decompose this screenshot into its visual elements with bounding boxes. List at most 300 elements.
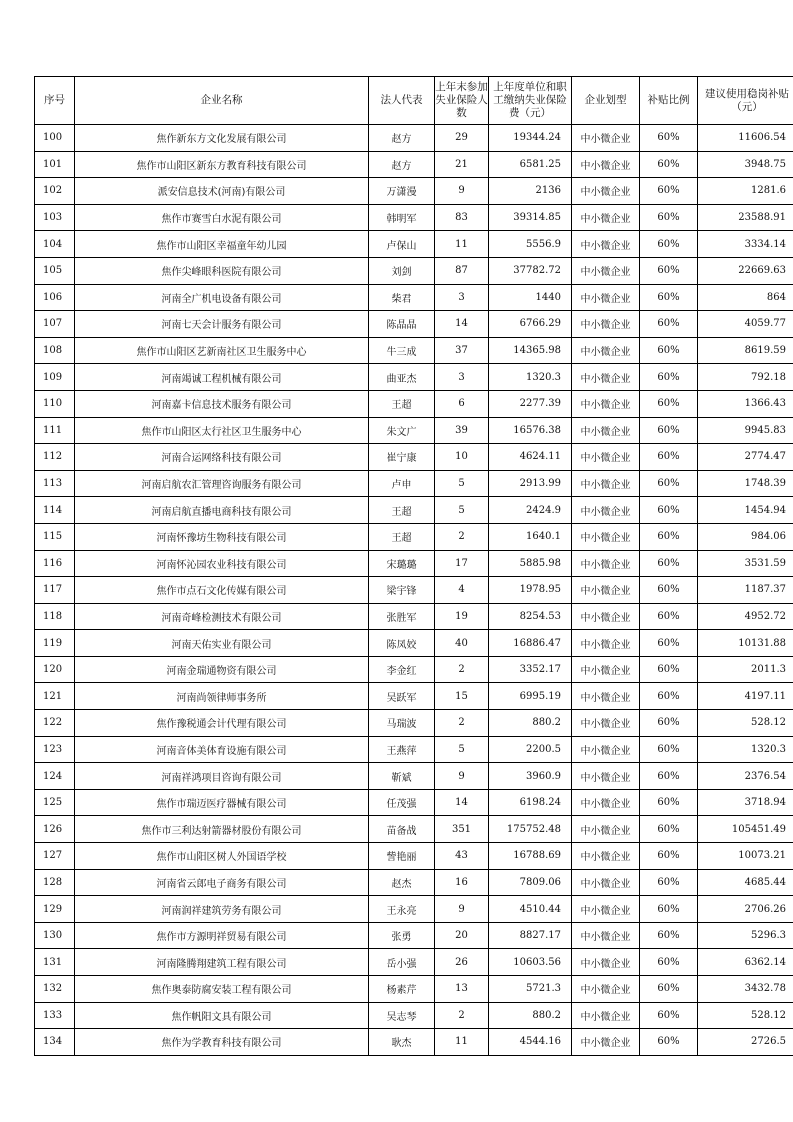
cell-enterprise-type: 中小微企业 xyxy=(572,444,640,471)
cell-subsidy-ratio: 60% xyxy=(640,497,698,524)
cell-suggested-subsidy: 10073.21 xyxy=(698,843,793,870)
cell-company-name: 河南合运网络科技有限公司 xyxy=(75,444,369,471)
cell-insured-count: 9 xyxy=(435,763,489,790)
cell-legal-rep: 王超 xyxy=(369,523,435,550)
cell-index: 109 xyxy=(35,364,75,391)
cell-enterprise-type: 中小微企业 xyxy=(572,763,640,790)
cell-suggested-subsidy: 5296.3 xyxy=(698,922,793,949)
cell-enterprise-type: 中小微企业 xyxy=(572,710,640,737)
cell-index: 117 xyxy=(35,577,75,604)
cell-subsidy-ratio: 60% xyxy=(640,630,698,657)
cell-insurance-paid: 3960.9 xyxy=(489,763,572,790)
table-row xyxy=(35,922,793,949)
cell-legal-rep: 刘剑 xyxy=(369,257,435,284)
cell-subsidy-ratio: 60% xyxy=(640,470,698,497)
cell-index: 111 xyxy=(35,417,75,444)
cell-enterprise-type: 中小微企业 xyxy=(572,204,640,231)
cell-subsidy-ratio: 60% xyxy=(640,311,698,338)
table-row xyxy=(35,178,793,205)
cell-subsidy-ratio: 60% xyxy=(640,816,698,843)
cell-company-name: 河南启航农汇管理咨询服务有限公司 xyxy=(75,470,369,497)
cell-index: 116 xyxy=(35,550,75,577)
cell-company-name: 河南启航直播电商科技有限公司 xyxy=(75,497,369,524)
cell-suggested-subsidy: 864 xyxy=(698,284,793,311)
cell-subsidy-ratio: 60% xyxy=(640,922,698,949)
cell-insured-count: 3 xyxy=(435,284,489,311)
cell-insurance-paid: 16576.38 xyxy=(489,417,572,444)
cell-insurance-paid: 5721.3 xyxy=(489,976,572,1003)
cell-legal-rep: 靳斌 xyxy=(369,763,435,790)
cell-legal-rep: 王超 xyxy=(369,390,435,417)
cell-insured-count: 87 xyxy=(435,257,489,284)
cell-enterprise-type: 中小微企业 xyxy=(572,656,640,683)
cell-suggested-subsidy: 105451.49 xyxy=(698,816,793,843)
table-row xyxy=(35,603,793,630)
cell-insured-count: 14 xyxy=(435,789,489,816)
header-cell-insurance-paid: 上年度单位和职工缴纳失业保险费（元） xyxy=(489,77,572,125)
table-row xyxy=(35,523,793,550)
cell-company-name: 河南奇峰检测技术有限公司 xyxy=(75,603,369,630)
table-row xyxy=(35,1002,793,1029)
cell-enterprise-type: 中小微企业 xyxy=(572,949,640,976)
cell-index: 128 xyxy=(35,869,75,896)
cell-insurance-paid: 1978.95 xyxy=(489,577,572,604)
cell-index: 118 xyxy=(35,603,75,630)
table-row xyxy=(35,337,793,364)
cell-index: 107 xyxy=(35,311,75,338)
cell-enterprise-type: 中小微企业 xyxy=(572,816,640,843)
cell-suggested-subsidy: 2376.54 xyxy=(698,763,793,790)
cell-subsidy-ratio: 60% xyxy=(640,603,698,630)
cell-enterprise-type: 中小微企业 xyxy=(572,125,640,152)
cell-suggested-subsidy: 4059.77 xyxy=(698,311,793,338)
cell-suggested-subsidy: 528.12 xyxy=(698,1002,793,1029)
cell-subsidy-ratio: 60% xyxy=(640,284,698,311)
cell-legal-rep: 赵方 xyxy=(369,151,435,178)
cell-insurance-paid: 6995.19 xyxy=(489,683,572,710)
cell-company-name: 焦作市山阳区艺新南社区卫生服务中心 xyxy=(75,337,369,364)
cell-enterprise-type: 中小微企业 xyxy=(572,231,640,258)
cell-suggested-subsidy: 2774.47 xyxy=(698,444,793,471)
table-row xyxy=(35,577,793,604)
cell-insurance-paid: 4544.16 xyxy=(489,1029,572,1056)
cell-subsidy-ratio: 60% xyxy=(640,683,698,710)
cell-legal-rep: 卢保山 xyxy=(369,231,435,258)
cell-insured-count: 15 xyxy=(435,683,489,710)
cell-insurance-paid: 39314.85 xyxy=(489,204,572,231)
table-row xyxy=(35,550,793,577)
cell-suggested-subsidy: 1366.43 xyxy=(698,390,793,417)
cell-suggested-subsidy: 792.18 xyxy=(698,364,793,391)
cell-insurance-paid: 16886.47 xyxy=(489,630,572,657)
cell-enterprise-type: 中小微企业 xyxy=(572,922,640,949)
cell-insurance-paid: 2200.5 xyxy=(489,736,572,763)
header-cell-legal-rep: 法人代表 xyxy=(369,77,435,125)
table-row xyxy=(35,949,793,976)
table-row xyxy=(35,976,793,1003)
cell-index: 133 xyxy=(35,1002,75,1029)
cell-subsidy-ratio: 60% xyxy=(640,763,698,790)
subsidy-table xyxy=(34,76,793,1056)
table-row xyxy=(35,151,793,178)
cell-insured-count: 29 xyxy=(435,125,489,152)
cell-company-name: 河南七天会计服务有限公司 xyxy=(75,311,369,338)
cell-subsidy-ratio: 60% xyxy=(640,656,698,683)
cell-legal-rep: 王永亮 xyxy=(369,896,435,923)
cell-enterprise-type: 中小微企业 xyxy=(572,311,640,338)
cell-company-name: 河南天佑实业有限公司 xyxy=(75,630,369,657)
cell-legal-rep: 张勇 xyxy=(369,922,435,949)
cell-insured-count: 10 xyxy=(435,444,489,471)
cell-company-name: 焦作新东方文化发展有限公司 xyxy=(75,125,369,152)
cell-insured-count: 11 xyxy=(435,231,489,258)
table-row xyxy=(35,231,793,258)
cell-index: 100 xyxy=(35,125,75,152)
cell-company-name: 焦作市三利达射箭器材股份有限公司 xyxy=(75,816,369,843)
cell-index: 105 xyxy=(35,257,75,284)
cell-enterprise-type: 中小微企业 xyxy=(572,843,640,870)
cell-legal-rep: 赵方 xyxy=(369,125,435,152)
cell-company-name: 河南省云郎电子商务有限公司 xyxy=(75,869,369,896)
table-row xyxy=(35,710,793,737)
cell-insurance-paid: 16788.69 xyxy=(489,843,572,870)
cell-enterprise-type: 中小微企业 xyxy=(572,151,640,178)
cell-legal-rep: 岳小强 xyxy=(369,949,435,976)
cell-subsidy-ratio: 60% xyxy=(640,843,698,870)
cell-insured-count: 20 xyxy=(435,922,489,949)
cell-enterprise-type: 中小微企业 xyxy=(572,603,640,630)
cell-index: 103 xyxy=(35,204,75,231)
cell-insurance-paid: 14365.98 xyxy=(489,337,572,364)
cell-insured-count: 11 xyxy=(435,1029,489,1056)
cell-company-name: 焦作市赛雪白水泥有限公司 xyxy=(75,204,369,231)
table-row xyxy=(35,683,793,710)
table-row xyxy=(35,843,793,870)
cell-suggested-subsidy: 11606.54 xyxy=(698,125,793,152)
cell-subsidy-ratio: 60% xyxy=(640,789,698,816)
cell-insurance-paid: 10603.56 xyxy=(489,949,572,976)
cell-company-name: 河南嘉卡信息技术服务有限公司 xyxy=(75,390,369,417)
cell-insured-count: 19 xyxy=(435,603,489,630)
cell-company-name: 河南音体美体育设施有限公司 xyxy=(75,736,369,763)
cell-enterprise-type: 中小微企业 xyxy=(572,736,640,763)
cell-enterprise-type: 中小微企业 xyxy=(572,550,640,577)
cell-legal-rep: 崔宁康 xyxy=(369,444,435,471)
cell-legal-rep: 訾艳丽 xyxy=(369,843,435,870)
cell-company-name: 焦作市方源明祥贸易有限公司 xyxy=(75,922,369,949)
header-cell-company-name: 企业名称 xyxy=(75,77,369,125)
cell-legal-rep: 陈凤姣 xyxy=(369,630,435,657)
cell-subsidy-ratio: 60% xyxy=(640,976,698,1003)
cell-index: 130 xyxy=(35,922,75,949)
cell-company-name: 焦作市山阳区树人外国语学校 xyxy=(75,843,369,870)
cell-insured-count: 2 xyxy=(435,1002,489,1029)
cell-insured-count: 26 xyxy=(435,949,489,976)
table-body xyxy=(35,125,793,1056)
cell-enterprise-type: 中小微企业 xyxy=(572,630,640,657)
cell-company-name: 焦作市点石文化传媒有限公司 xyxy=(75,577,369,604)
cell-subsidy-ratio: 60% xyxy=(640,869,698,896)
cell-subsidy-ratio: 60% xyxy=(640,550,698,577)
cell-index: 123 xyxy=(35,736,75,763)
table-row xyxy=(35,204,793,231)
cell-index: 119 xyxy=(35,630,75,657)
cell-company-name: 焦作奥泰防腐安装工程有限公司 xyxy=(75,976,369,1003)
cell-insurance-paid: 19344.24 xyxy=(489,125,572,152)
cell-legal-rep: 陈晶晶 xyxy=(369,311,435,338)
cell-legal-rep: 耿杰 xyxy=(369,1029,435,1056)
cell-insurance-paid: 3352.17 xyxy=(489,656,572,683)
cell-enterprise-type: 中小微企业 xyxy=(572,417,640,444)
cell-subsidy-ratio: 60% xyxy=(640,710,698,737)
cell-subsidy-ratio: 60% xyxy=(640,523,698,550)
cell-insurance-paid: 2136 xyxy=(489,178,572,205)
cell-legal-rep: 曲亚杰 xyxy=(369,364,435,391)
cell-suggested-subsidy: 22669.63 xyxy=(698,257,793,284)
cell-enterprise-type: 中小微企业 xyxy=(572,364,640,391)
cell-legal-rep: 卢申 xyxy=(369,470,435,497)
cell-enterprise-type: 中小微企业 xyxy=(572,1002,640,1029)
cell-company-name: 河南润祥建筑劳务有限公司 xyxy=(75,896,369,923)
cell-insured-count: 2 xyxy=(435,710,489,737)
cell-index: 127 xyxy=(35,843,75,870)
cell-insured-count: 3 xyxy=(435,364,489,391)
cell-legal-rep: 王燕萍 xyxy=(369,736,435,763)
header-cell-enterprise-type: 企业划型 xyxy=(572,77,640,125)
cell-insured-count: 9 xyxy=(435,896,489,923)
cell-enterprise-type: 中小微企业 xyxy=(572,523,640,550)
cell-subsidy-ratio: 60% xyxy=(640,390,698,417)
cell-insurance-paid: 8254.53 xyxy=(489,603,572,630)
cell-insurance-paid: 5885.98 xyxy=(489,550,572,577)
cell-suggested-subsidy: 3432.78 xyxy=(698,976,793,1003)
cell-index: 112 xyxy=(35,444,75,471)
cell-enterprise-type: 中小微企业 xyxy=(572,683,640,710)
cell-suggested-subsidy: 8619.59 xyxy=(698,337,793,364)
cell-insurance-paid: 6581.25 xyxy=(489,151,572,178)
table-row xyxy=(35,444,793,471)
cell-suggested-subsidy: 2726.5 xyxy=(698,1029,793,1056)
table-row xyxy=(35,470,793,497)
cell-insured-count: 13 xyxy=(435,976,489,1003)
cell-suggested-subsidy: 3334.14 xyxy=(698,231,793,258)
cell-legal-rep: 牛三成 xyxy=(369,337,435,364)
cell-index: 108 xyxy=(35,337,75,364)
table-row xyxy=(35,896,793,923)
cell-legal-rep: 梁宇锋 xyxy=(369,577,435,604)
cell-insurance-paid: 4624.11 xyxy=(489,444,572,471)
cell-insured-count: 2 xyxy=(435,656,489,683)
cell-insured-count: 17 xyxy=(435,550,489,577)
cell-company-name: 焦作市瑞迈医疗器械有限公司 xyxy=(75,789,369,816)
cell-insurance-paid: 175752.48 xyxy=(489,816,572,843)
cell-insurance-paid: 880.2 xyxy=(489,710,572,737)
cell-suggested-subsidy: 1281.6 xyxy=(698,178,793,205)
cell-company-name: 焦作市山阳区太行社区卫生服务中心 xyxy=(75,417,369,444)
cell-suggested-subsidy: 3531.59 xyxy=(698,550,793,577)
cell-company-name: 河南祥鸿项目咨询有限公司 xyxy=(75,763,369,790)
cell-index: 121 xyxy=(35,683,75,710)
cell-index: 131 xyxy=(35,949,75,976)
header-row xyxy=(35,77,793,125)
cell-suggested-subsidy: 1748.39 xyxy=(698,470,793,497)
cell-insurance-paid: 6766.29 xyxy=(489,311,572,338)
cell-subsidy-ratio: 60% xyxy=(640,577,698,604)
cell-enterprise-type: 中小微企业 xyxy=(572,896,640,923)
cell-company-name: 焦作市山阳区幸福童年幼儿园 xyxy=(75,231,369,258)
cell-subsidy-ratio: 60% xyxy=(640,1002,698,1029)
cell-suggested-subsidy: 2706.26 xyxy=(698,896,793,923)
cell-index: 134 xyxy=(35,1029,75,1056)
cell-enterprise-type: 中小微企业 xyxy=(572,178,640,205)
cell-insurance-paid: 6198.24 xyxy=(489,789,572,816)
cell-subsidy-ratio: 60% xyxy=(640,337,698,364)
cell-company-name: 焦作豫税通会计代理有限公司 xyxy=(75,710,369,737)
cell-suggested-subsidy: 4685.44 xyxy=(698,869,793,896)
cell-legal-rep: 任茂强 xyxy=(369,789,435,816)
cell-company-name: 河南尚领律师事务所 xyxy=(75,683,369,710)
cell-company-name: 焦作市山阳区新东方教育科技有限公司 xyxy=(75,151,369,178)
cell-insured-count: 2 xyxy=(435,523,489,550)
cell-insurance-paid: 2424.9 xyxy=(489,497,572,524)
cell-legal-rep: 杨素芹 xyxy=(369,976,435,1003)
table-row xyxy=(35,630,793,657)
cell-suggested-subsidy: 3948.75 xyxy=(698,151,793,178)
cell-index: 132 xyxy=(35,976,75,1003)
header-cell-subsidy-ratio: 补贴比例 xyxy=(640,77,698,125)
cell-suggested-subsidy: 6362.14 xyxy=(698,949,793,976)
cell-enterprise-type: 中小微企业 xyxy=(572,284,640,311)
table-row xyxy=(35,789,793,816)
cell-insurance-paid: 2277.39 xyxy=(489,390,572,417)
cell-company-name: 河南怀沁园农业科技有限公司 xyxy=(75,550,369,577)
cell-insured-count: 37 xyxy=(435,337,489,364)
cell-subsidy-ratio: 60% xyxy=(640,444,698,471)
cell-company-name: 河南竭诚工程机械有限公司 xyxy=(75,364,369,391)
cell-index: 102 xyxy=(35,178,75,205)
cell-enterprise-type: 中小微企业 xyxy=(572,257,640,284)
cell-insured-count: 40 xyxy=(435,630,489,657)
cell-legal-rep: 赵杰 xyxy=(369,869,435,896)
cell-enterprise-type: 中小微企业 xyxy=(572,789,640,816)
cell-company-name: 焦作为学教育科技有限公司 xyxy=(75,1029,369,1056)
cell-subsidy-ratio: 60% xyxy=(640,125,698,152)
cell-index: 129 xyxy=(35,896,75,923)
cell-insured-count: 6 xyxy=(435,390,489,417)
cell-suggested-subsidy: 4197.11 xyxy=(698,683,793,710)
cell-legal-rep: 王超 xyxy=(369,497,435,524)
cell-subsidy-ratio: 60% xyxy=(640,949,698,976)
cell-legal-rep: 韩明军 xyxy=(369,204,435,231)
cell-subsidy-ratio: 60% xyxy=(640,257,698,284)
cell-insured-count: 5 xyxy=(435,497,489,524)
table-row xyxy=(35,736,793,763)
cell-suggested-subsidy: 1187.37 xyxy=(698,577,793,604)
cell-insured-count: 83 xyxy=(435,204,489,231)
cell-index: 104 xyxy=(35,231,75,258)
cell-insurance-paid: 1320.3 xyxy=(489,364,572,391)
cell-enterprise-type: 中小微企业 xyxy=(572,337,640,364)
cell-insured-count: 43 xyxy=(435,843,489,870)
table-row xyxy=(35,390,793,417)
cell-company-name: 河南隆腾翔建筑工程有限公司 xyxy=(75,949,369,976)
table-row xyxy=(35,497,793,524)
cell-company-name: 河南怀豫坊生物科技有限公司 xyxy=(75,523,369,550)
cell-insurance-paid: 5556.9 xyxy=(489,231,572,258)
cell-subsidy-ratio: 60% xyxy=(640,736,698,763)
cell-insured-count: 5 xyxy=(435,736,489,763)
header-cell-index: 序号 xyxy=(35,77,75,125)
cell-company-name: 焦作尖峰眼科医院有限公司 xyxy=(75,257,369,284)
table-row xyxy=(35,816,793,843)
cell-suggested-subsidy: 1454.94 xyxy=(698,497,793,524)
cell-company-name: 派安信息技术(河南)有限公司 xyxy=(75,178,369,205)
cell-legal-rep: 李金红 xyxy=(369,656,435,683)
table-row xyxy=(35,1029,793,1056)
cell-index: 110 xyxy=(35,390,75,417)
cell-insurance-paid: 8827.17 xyxy=(489,922,572,949)
cell-subsidy-ratio: 60% xyxy=(640,178,698,205)
cell-company-name: 河南金瑞通物资有限公司 xyxy=(75,656,369,683)
cell-insurance-paid: 37782.72 xyxy=(489,257,572,284)
table-row xyxy=(35,364,793,391)
cell-suggested-subsidy: 528.12 xyxy=(698,710,793,737)
cell-subsidy-ratio: 60% xyxy=(640,896,698,923)
cell-subsidy-ratio: 60% xyxy=(640,151,698,178)
cell-subsidy-ratio: 60% xyxy=(640,364,698,391)
cell-insured-count: 4 xyxy=(435,577,489,604)
cell-company-name: 河南全广机电设备有限公司 xyxy=(75,284,369,311)
cell-subsidy-ratio: 60% xyxy=(640,1029,698,1056)
cell-insured-count: 39 xyxy=(435,417,489,444)
cell-index: 101 xyxy=(35,151,75,178)
table-row xyxy=(35,311,793,338)
cell-insurance-paid: 7809.06 xyxy=(489,869,572,896)
table-row xyxy=(35,763,793,790)
table-row xyxy=(35,656,793,683)
cell-legal-rep: 张胜军 xyxy=(369,603,435,630)
cell-index: 114 xyxy=(35,497,75,524)
cell-index: 126 xyxy=(35,816,75,843)
cell-insurance-paid: 4510.44 xyxy=(489,896,572,923)
cell-subsidy-ratio: 60% xyxy=(640,231,698,258)
cell-insurance-paid: 880.2 xyxy=(489,1002,572,1029)
cell-subsidy-ratio: 60% xyxy=(640,204,698,231)
header-cell-suggested-subsidy: 建议使用稳岗补贴（元） xyxy=(698,77,793,125)
cell-suggested-subsidy: 984.06 xyxy=(698,523,793,550)
cell-legal-rep: 万潇漫 xyxy=(369,178,435,205)
cell-legal-rep: 柴君 xyxy=(369,284,435,311)
cell-insurance-paid: 1440 xyxy=(489,284,572,311)
cell-suggested-subsidy: 3718.94 xyxy=(698,789,793,816)
cell-enterprise-type: 中小微企业 xyxy=(572,976,640,1003)
cell-enterprise-type: 中小微企业 xyxy=(572,470,640,497)
cell-index: 124 xyxy=(35,763,75,790)
cell-legal-rep: 马瑞波 xyxy=(369,710,435,737)
cell-suggested-subsidy: 10131.88 xyxy=(698,630,793,657)
cell-legal-rep: 吴跃军 xyxy=(369,683,435,710)
cell-insured-count: 351 xyxy=(435,816,489,843)
cell-enterprise-type: 中小微企业 xyxy=(572,497,640,524)
table-row xyxy=(35,257,793,284)
cell-enterprise-type: 中小微企业 xyxy=(572,577,640,604)
cell-index: 125 xyxy=(35,789,75,816)
table-row xyxy=(35,417,793,444)
cell-index: 120 xyxy=(35,656,75,683)
table-row xyxy=(35,125,793,152)
cell-suggested-subsidy: 2011.3 xyxy=(698,656,793,683)
cell-subsidy-ratio: 60% xyxy=(640,417,698,444)
